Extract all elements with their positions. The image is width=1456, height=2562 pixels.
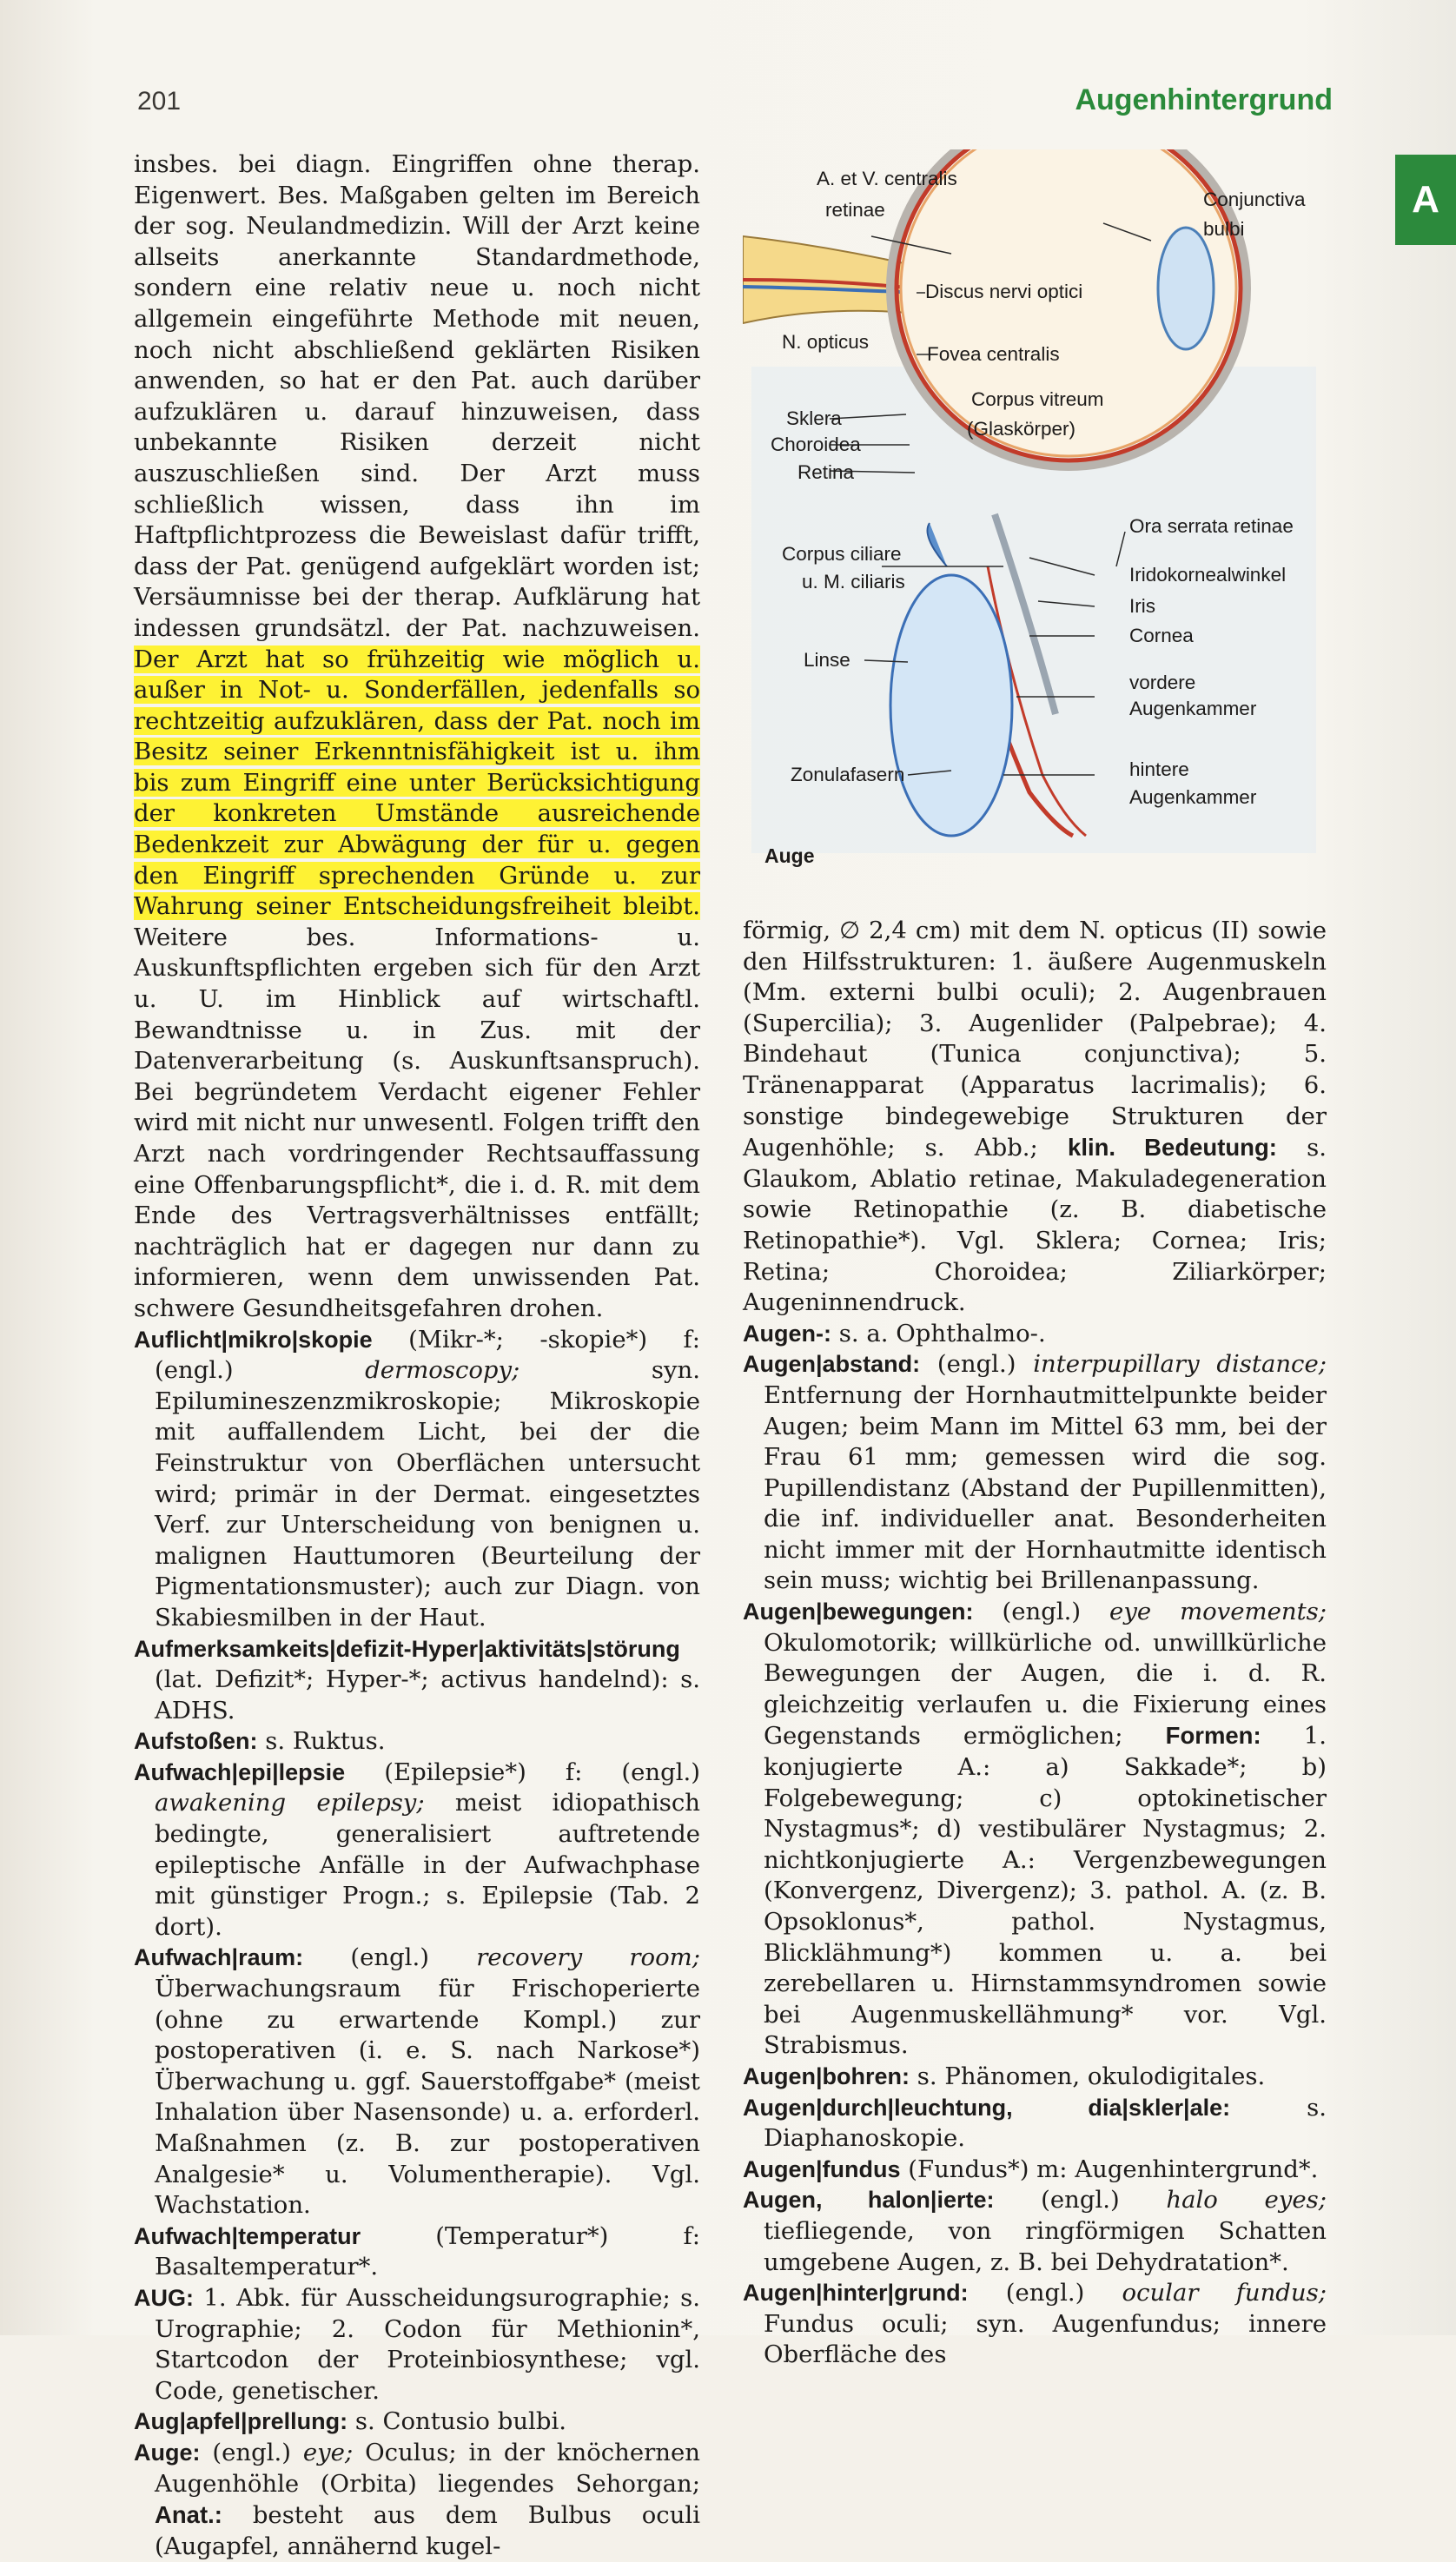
entry-headword: Augen|hinter|grund:: [743, 2280, 969, 2307]
label-linse: Linse: [804, 649, 850, 671]
entry-text: Entfernung der Hornhautmittelpunkte beider Augen; beim Mann im Mittel 63 mm, bei der Frau 61 mm; gemessen wird die sog. Pupillendistanz (Abstand der Pupillenmitten), die inf. individueller anat. Besonderheiten nicht immer mit der Hornhautmitte identisch sein muss; wichtig bei Brillenanpassung.: [764, 1380, 1327, 1595]
continued-paragraph-auge: [743, 916, 1327, 1319]
english-term: eye movements;: [1109, 1598, 1327, 1626]
entry-text: (engl.): [1041, 2186, 1120, 2214]
entry-headword: Augen|durch|leuchtung, dia|skler|ale:: [743, 2094, 1231, 2121]
label-vordere-kammer: Augenkammer: [1129, 698, 1257, 719]
eye-anatomy-figure: [743, 149, 1334, 879]
entry-text: s. Contusio bulbi.: [354, 2407, 566, 2436]
entry-text: s. Diaphanoskopie.: [764, 2093, 1327, 2153]
label-sklera: Sklera: [786, 407, 842, 429]
section-label: klin. Bedeutung:: [1068, 1134, 1277, 1162]
label-hintere: hintere: [1129, 758, 1189, 780]
entry-text: (engl.): [1002, 1598, 1082, 1626]
entry-aufwachepilepsie: [134, 1758, 700, 1943]
entry-augendurchleuchtung: [743, 2093, 1327, 2155]
label-cornea: Cornea: [1129, 625, 1194, 646]
entry-text: s. Phänomen, okulodigitales.: [917, 2062, 1266, 2090]
label-retinae: retinae: [825, 199, 885, 221]
entry-headword: Augen|fundus: [743, 2155, 901, 2182]
running-head: Augenhintergrund: [1075, 83, 1333, 116]
entry-aug: [134, 2283, 700, 2406]
entry-text: Fundus oculi; syn. Augenfundus; innere Oberfläche des: [764, 2309, 1327, 2369]
entry-augenbohren: [743, 2062, 1327, 2093]
entry-text: (Temperatur*) f: Basaltemperatur*.: [155, 2221, 700, 2281]
entry-headword: Auflicht|mikro|skopie: [134, 1326, 373, 1353]
entry-text: (lat. Defizit*; Hyper-*; activus handelnd): s. ADHS.: [155, 1665, 700, 1725]
entry-augen: [743, 1319, 1327, 1350]
entry-headword: Aufwach|raum:: [134, 1944, 304, 1971]
linse-shape: [890, 575, 1012, 836]
label-bulbi: bulbi: [1203, 218, 1245, 240]
entry-text: 1. Abk. für Ausscheidungsurographie; s. Urographie; 2. Codon für Methionin*, Startcodon der Proteinbiosynthese; vgl. Code, genetischer.: [155, 2283, 700, 2405]
entry-text: s. a. Ophthalmo-.: [838, 1319, 1046, 1347]
english-term: interpupillary distance;: [1033, 1350, 1327, 1379]
english-term: recovery room;: [476, 1943, 700, 1972]
label-retina: Retina: [797, 461, 855, 483]
entry-headword: Auge:: [134, 2439, 201, 2466]
entry-aufwachtemperatur: [134, 2221, 700, 2283]
figure-caption: Auge: [764, 844, 815, 867]
left-column: [134, 149, 700, 2562]
entry-augenabstand: [743, 1349, 1327, 1597]
entry-text: (Mikr-*; -skopie*) f: (engl.): [155, 1325, 700, 1385]
entry-auge: [134, 2438, 700, 2562]
label-zonulafasern: Zonulafasern: [791, 764, 905, 785]
entry-headword: Aufwach|epi|lepsie: [134, 1758, 346, 1785]
entry-headword: Augen-:: [743, 1320, 831, 1347]
paragraph-text: Weitere bes. Informations- u. Auskunftspflichten ergeben sich für den Arzt u. U. im Hinblick auf wirtschaftl. Bewandtnisse u. in Zus. mit der Datenverarbeitung (s. Auskunftsanspruch). Bei begründetem Verdacht eigener Fehler wird mit nicht nur unwesentl. Folgen trifft den Arzt nach vordringender Rechtsauffassung eine Offenbarungspflicht*, die i. d. R. mit dem Ende des Vertragsverhältnisses entfällt; nachträglich hat er dagegen nur dann zu informieren, wenn dem unwissenden Pat. schwere Gesundheitsgefahren drohen.: [134, 923, 700, 1322]
label-conjunctiva: Conjunctiva: [1203, 189, 1306, 210]
entry-text: Überwachungsraum für Frischoperierte (ohne zu erwartende Kompl.) zur postoperativen (i. e. S. nach Narkose*) Überwachung u. ggf. Sauerstoffgabe* (meist Inhalation über Nasensonde) u. a. erforderl. Maßnahmen (z. B. zur postoperativen Analgesie* u. Volumentherapie). Vgl. Wachstation.: [155, 1975, 700, 2220]
english-term: halo eyes;: [1166, 2186, 1327, 2214]
entry-text: 1. konjugierte A.: a) Sakkade*; b) Folgebewegung; c) optokinetischer Nystagmus*; d) vestibulärer Nystagmus; 2. nichtkonjugierte A.: Vergenzbewegungen (Konvergenz, Divergenz); 3. pathol. A. (z. B. Opsoklonus*, pathol. Nystagmus, Blicklähmung*) kommen u. a. bei zerebellaren u. Hirnstammsyndromen sowie bei Augenmuskellähmung* vor. Vgl. Strabismus.: [764, 1722, 1327, 2060]
right-column: [743, 916, 1327, 2371]
label-iridokorneal: Iridokornealwinkel: [1129, 564, 1287, 586]
label-ora-serrata: Ora serrata retinae: [1129, 515, 1294, 537]
entry-headword: Augen|bohren:: [743, 2062, 910, 2089]
entry-text: (Epilepsie*) f: (engl.): [384, 1758, 700, 1786]
thumb-index-tab: A: [1395, 155, 1456, 245]
label-choroidea: Choroidea: [771, 434, 861, 455]
entry-augenhintergrund: [743, 2278, 1327, 2371]
lens-upper: [1158, 228, 1214, 349]
entry-augen-halonierte: [743, 2185, 1327, 2278]
entry-headword: Aufstoßen:: [134, 1728, 258, 1755]
entry-headword: Augen, halon|ierte:: [743, 2187, 995, 2214]
label-vordere: vordere: [1129, 672, 1196, 693]
entry-text: meist idiopathisch bedingte, generalisiert auftretende epileptische Anfälle in der Aufwachphase mit günstiger Progn.; s. Epilepsie (Tab. 2 dort).: [155, 1789, 700, 1941]
label-m-ciliaris: u. M. ciliaris: [802, 571, 905, 593]
entry-text: tiefliegende, von ringförmigen Schatten umgebene Augen, z. B. bei Dehydratation*.: [764, 2216, 1327, 2276]
paragraph-text: insbes. bei diagn. Eingriffen ohne therap. Eigenwert. Bes. Maßgaben gelten im Bereich der sog. Neulandmedizin. Will der Arzt keine allseits anerkannte Standardmethode, sondern eine relativ neue u. noch nicht allgemein eingeführte Methode mit neuen, noch nicht abschließend geklärten Risiken anwenden, so hat er den Pat. auch darüber aufzuklären u. darauf hinzuweisen, dass unbekannte Risiken derzeit nicht auszuschließen sind. Der Arzt muss schließlich wissen, dass ihn im Haftpflichtprozess die Beweislast dafür trifft, dass der Pat. genügend aufgeklärt worden ist; Versäumnisse bei der therap. Aufklärung hat indessen grundsätzl. der Pat. nachzuweisen.: [134, 150, 700, 642]
section-label: Formen:: [1165, 1722, 1261, 1750]
entry-headword: Aufwach|temperatur: [134, 2222, 361, 2249]
entry-text: Okulomotorik; willkürliche od. unwillkürliche Bewegungen der Augen, die i. d. R. gleichzeitig verlaufen u. die Fixierung eines Gegenstands ermöglichen;: [764, 1628, 1327, 1751]
entry-headword: Augen|abstand:: [743, 1351, 921, 1378]
entry-text: (Fundus*) m: Augenhintergrund*.: [908, 2155, 1319, 2183]
continued-paragraph: [134, 149, 700, 1325]
label-iris: Iris: [1129, 595, 1155, 617]
english-term: eye;: [302, 2438, 354, 2466]
entry-headword: Augen|bewegungen:: [743, 1599, 974, 1625]
entry-text: förmig, ∅ 2,4 cm) mit dem N. opticus (II) sowie den Hilfsstrukturen: 1. äußere Augenmuskeln (Mm. externi bulbi oculi); 2. Augenbrauen (Supercilia); 3. Augenlider (Palpebrae); 4. Bindehaut (Tunica conjunctiva); 5. Tränenapparat (Apparatus lacrimalis); 6. sonstige bindegewebige Strukturen der Augenhöhle; s. Abb.;: [743, 917, 1327, 1162]
label-corpus-vitreum: Corpus vitreum: [971, 388, 1104, 410]
entry-text: s. Ruktus.: [265, 1727, 386, 1756]
entry-text: syn. Epilumineszenzmikroskopie; Mikroskopie mit auffallendem Licht, bei der die Feinstruktur von Oberflächen untersucht wird; primär in der Dermat. eingesetztes Verf. zur Unterscheidung von benignen u. malignen Hauttumoren (Beurteilung der Pigmentationsmuster); auch zur Diagn. von Skabiesmilben in der Haut.: [155, 1356, 700, 1632]
entry-auflichtmikroskopie: [134, 1325, 700, 1634]
entry-adhs: [134, 1634, 700, 1727]
label-glaskoerper: (Glaskörper): [967, 418, 1076, 440]
entry-aufstossen: [134, 1726, 700, 1758]
entry-text: s. Glaukom, Ablatio retinae, Makuladegeneration sowie Retinopathie (z. B. diabetische Retinopathie*). Vgl. Sklera; Cornea; Iris; Retina; Choroidea; Ziliarkörper; Augeninnendruck.: [743, 1134, 1327, 1317]
entry-text: (engl.): [936, 1350, 1016, 1379]
english-term: ocular fundus;: [1122, 2279, 1327, 2307]
label-n-opticus: N. opticus: [782, 331, 870, 353]
entry-text: Oculus; in der knöchernen Augenhöhle (Orbita) liegendes Sehorgan;: [155, 2438, 700, 2498]
label-discus: Discus nervi optici: [925, 281, 1083, 302]
label-hintere-kammer: Augenkammer: [1129, 786, 1257, 808]
entry-augenfundus: [743, 2155, 1327, 2186]
label-a-centralis: A. et V. centralis: [817, 168, 957, 189]
entry-text: besteht aus dem Bulbus oculi (Augapfel, annähernd kugel-: [155, 2501, 700, 2560]
highlighted-passage: Der Arzt hat so frühzeitig wie möglich u. außer in Not- u. Sonderfällen, jedenfalls so rechtzeitig aufzuklären, dass der Pat. noch im Besitz seiner Erkenntnisfähigkeit ist u. ihm bis zum Eingriff eine unter Berücksichtigung der konkreten Umstände ausreichende Bedenkzeit zur Abwägung der für u. gegen den Eingriff sprechenden Gründe u. zur Wahrung seiner Entscheidungsfreiheit bleibt.: [134, 645, 700, 921]
entry-text: (engl.): [350, 1943, 429, 1972]
entry-aufwachraum: [134, 1943, 700, 2221]
english-term: awakening epilepsy;: [155, 1789, 425, 1817]
label-corpus-ciliare: Corpus ciliare: [782, 543, 902, 565]
section-label: Anat.:: [155, 2501, 222, 2529]
entry-headword: Aufmerksamkeits|defizit-Hyper|aktivitäts|störung: [134, 1635, 680, 1662]
entry-augapfelprellung: [134, 2406, 700, 2438]
entry-headword: Aug|apfel|prellung:: [134, 2408, 348, 2435]
entry-text: (engl.): [1005, 2279, 1085, 2307]
english-term: dermoscopy;: [365, 1356, 520, 1385]
entry-text: (engl.): [212, 2438, 291, 2466]
page-number: 201: [137, 87, 182, 116]
label-fovea: Fovea centralis: [927, 343, 1060, 365]
entry-headword: AUG:: [134, 2284, 194, 2311]
entry-augenbewegungen: [743, 1597, 1327, 2062]
